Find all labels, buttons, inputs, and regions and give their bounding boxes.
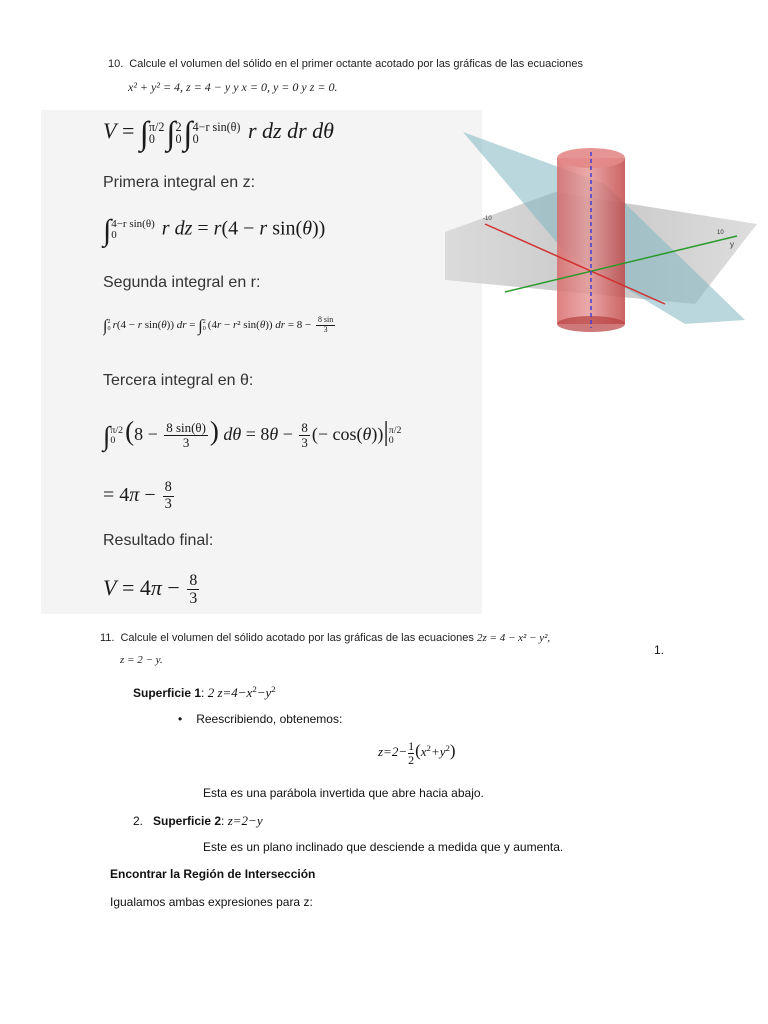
cylinder-top bbox=[557, 148, 625, 168]
problem-10-text: Calcule el volumen del sólido en el primer octante acotado por las gráficas de las ecuaciones bbox=[129, 58, 583, 70]
surface-2-description: Este es un plano inclinado que desciende a medida que y aumenta. bbox=[203, 840, 564, 854]
final-result-value: V = 4π − $\frac{8}{3}$ bbox=[103, 572, 198, 608]
tick-label-10: 10 bbox=[717, 230, 724, 236]
y-axis-label: y bbox=[730, 240, 734, 249]
bullet-dot: • bbox=[178, 712, 183, 726]
section-heading: Encontrar la Región de Intersección bbox=[110, 867, 316, 881]
rewritten-equation: z=2− $\frac{1}{2}$ $(x^2+y^2)$ bbox=[378, 739, 456, 767]
third-integral-value: = 4π − $\frac{8}{3}$ bbox=[103, 479, 172, 512]
third-integral-title: Tercera integral en θ: bbox=[103, 372, 254, 389]
final-result-title: Resultado final: bbox=[103, 532, 214, 549]
second-integral-title: Segunda integral en r: bbox=[103, 274, 261, 291]
surface-2-label: Superficie 2 bbox=[153, 814, 222, 828]
problem-11-number: 11. bbox=[100, 632, 115, 644]
solution-image-block bbox=[41, 110, 482, 614]
problem-10-statement bbox=[108, 58, 708, 70]
surface-2-line: 2. Superficie 2: z=2−y bbox=[133, 813, 263, 828]
surface-1-description: Esta es una parábola invertida que abre hacia abajo. bbox=[203, 786, 484, 800]
problem-11-statement bbox=[100, 632, 660, 644]
problem-11-eq-inline: 2z = 4 − x² − y², bbox=[476, 632, 551, 644]
bullet-item bbox=[178, 712, 342, 726]
graph-svg bbox=[445, 132, 757, 332]
problem-10-number: 10. bbox=[108, 58, 124, 70]
surface-1-line: Superficie 1: 2 $z=4-x^2-y^2$ bbox=[133, 684, 276, 700]
tick-label-minus-10: -10 bbox=[483, 216, 492, 222]
third-integral-result: ∫ π/2 0 (8 − $\frac{8 \sin(\theta)}{3}$ ) dθ = 8θ − $\frac{8}{3}$ (− cos(θ))| π/2 0 bbox=[103, 416, 402, 451]
problem-10-equations: x² + y² = 4, z = 4 − y y x = 0, y = 0 y z = 0. bbox=[128, 80, 338, 94]
first-integral-result: ∫ 4−r sin(θ) 0 r dz = r(4 − r sin(θ)) bbox=[103, 214, 326, 247]
problem-11-text: Calcule el volumen del sólido acotado por las gráficas de las ecuaciones bbox=[120, 632, 474, 644]
bullet-text: Reescribiendo, obtenemos: bbox=[196, 712, 343, 726]
list-marker-2: 2. bbox=[133, 814, 144, 828]
second-integral-result: ∫ 2 0 r(4 − r sin(θ)) dr = ∫ 2 0 (4r − r² sin(θ)) dr = 8 − $\frac{8 \sin}{3}$ bbox=[103, 316, 334, 335]
cylinder-plane-3d-graph bbox=[445, 132, 757, 332]
list-marker-1: 1. bbox=[654, 643, 665, 657]
first-integral-title: Primera integral en z: bbox=[103, 174, 256, 191]
problem-11-eq-line2: z = 2 − y. bbox=[120, 654, 163, 666]
section-text: Igualamos ambas expresiones para z: bbox=[110, 895, 313, 909]
surface-1-label: Superficie 1 bbox=[133, 685, 202, 700]
volume-integral: V = ∫ π/2 0 ∫ 2 0 ∫ 4−r sin(θ) 0 r dz dr dθ bbox=[103, 116, 334, 152]
